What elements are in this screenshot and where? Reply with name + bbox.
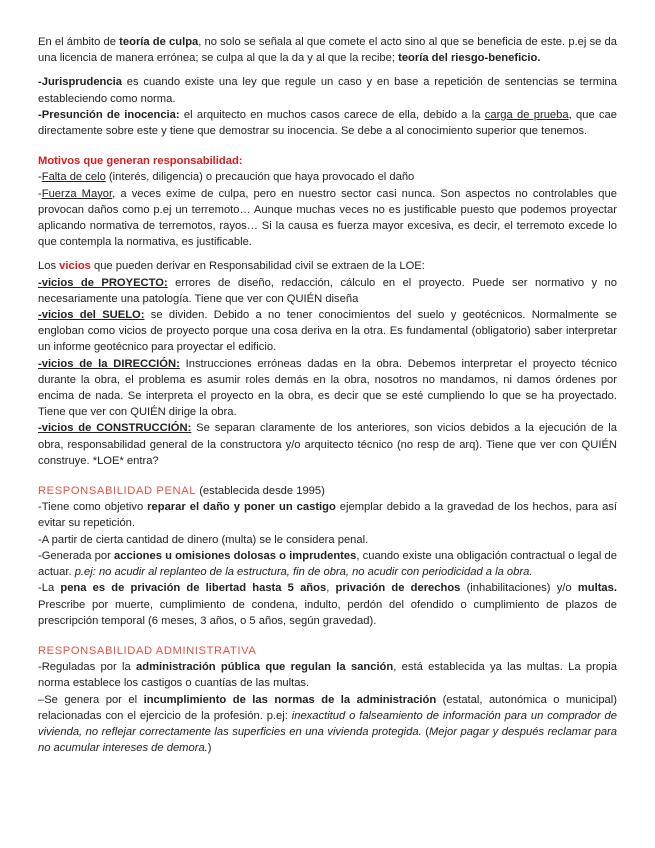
- paragraph-penal-multa: -A partir de cierta cantidad de dinero (multa) se le considera penal.: [38, 533, 369, 546]
- paragraph-penal-objetivo: -Tiene como objetivo reparar el daño y poner un castigo ejemplar debido a la gravedad de los hechos, para así evitar su repetición.: [38, 501, 617, 530]
- term-privacion-derechos: privación de derechos: [335, 582, 461, 595]
- heading-responsabilidad-administrativa: RESPONSABILIDAD ADMINISTRATIVA: [38, 644, 257, 657]
- term-jurisprudencia: -Jurisprudencia: [38, 76, 122, 89]
- paragraph-admin-reguladas: -Reguladas por la administración pública que regulan la sanción, está establecida ya las multas. La propia norma establece los castigos o cuantías de las multas.: [38, 661, 617, 690]
- paragraph-presuncion-inocencia: -Presunción de inocencia: el arquitecto en muchos casos carece de ella, debido a la carga de prueba, que cae directamente sobre este y tiene que demostrar su inocencia. Se debe a al conocimiento superior que tenemos.: [38, 108, 617, 138]
- term-acciones-omisiones: acciones u omisiones dolosas o imprudentes: [114, 549, 357, 562]
- term-multas: multas.: [577, 582, 617, 595]
- term-vicios-direccion: -vicios de la DIRECCIÓN:: [38, 357, 180, 370]
- note-mejor-pagar: Mejor pagar y después reclamar para no acumular intereses de demora.: [38, 725, 617, 755]
- paragraph-penal-generada: -Generada por acciones u omisiones dolosas o imprudentes, cuando existe una obligación contractual o legal de actuar. p.ej: no acudir al replanteo de la estructura, fin de obra, no acudir con periodicidad a la obra.: [38, 549, 617, 579]
- term-falta-de-celo: Falta de celo: [41, 171, 106, 184]
- paragraph-fuerza-mayor: -Fuerza Mayor, a veces exime de culpa, pero en nuestro sector casi nunca. Son aspectos no controlables que provocan daños como p.ej un terremoto… Aunque muchas veces no es justificable puesto que podemos proyectar aplicando normativa de terremotos, rayos… Si la causa es fuerza mayor excesiva, es decir, el terremoto excede lo que contempla la normativa, es justificable.: [38, 187, 617, 249]
- term-teoria-de-culpa: teoría de culpa: [119, 36, 199, 48]
- term-carga-de-prueba: carga de prueba: [484, 108, 569, 121]
- heading-responsabilidad-penal: RESPONSABILIDAD PENAL (establecida desde 1995): [38, 485, 325, 498]
- paragraph-vicios-suelo: -vicios del SUELO: se dividen. Debido a no tener conocimientos del suelo y geotécnicos. Normalmente se engloban como vicios de proyecto porque una cosa deriva en la otra. Es fundamental (obligatorio) saber interpretar un informe geotécnico para proyectar el edificio.: [38, 309, 617, 354]
- example-penal: p.ej: no acudir al replanteo de la estructura, fin de obra, no acudir con periodicidad a la obra.: [74, 566, 533, 579]
- paragraph-falta-celo: -Falta de celo (interés, diligencia) o precaución que haya provocado el daño: [38, 171, 415, 184]
- paragraph-vicios-construccion: -vicios de CONSTRUCCIÓN: Se separan claramente de los anteriores, son vicios debidos a la ejecución de la obra, responsabilidad general de la constructora y/o arquitecto técnico (no resp de arq). Tiene que ver con QUIÉN construye. *LOE* entra?: [38, 422, 617, 467]
- term-vicios-construccion: -vicios de CONSTRUCCIÓN:: [38, 422, 192, 435]
- term-administracion-publica: administración pública que regulan la sanción: [136, 661, 394, 674]
- term-privacion-libertad: pena es de privación de libertad hasta 5 años: [60, 582, 327, 595]
- paragraph-jurisprudencia: -Jurisprudencia es cuando existe una ley que regule un caso y en base a repetición de sentencias se termina estableciendo como norma.: [38, 76, 617, 105]
- paragraph-admin-incumplimiento: –Se genera por el incumplimiento de las normas de la administración (estatal, autonómica o municipal) relacionadas con el ejercicio de la profesión. p.ej: inexactitud o falseamiento de información para un comprador de vivienda, no reflejar correctamente las superficies en una vivienda protegida. (Mejor pagar y después reclamar para no acumular intereses de demora.): [38, 693, 618, 755]
- term-reparar-dano: reparar el daño y poner un castigo: [147, 501, 336, 514]
- paragraph-vicios-intro: Los vicios que pueden derivar en Responsabilidad civil se extraen de la LOE:: [38, 260, 425, 273]
- term-vicios-suelo: -vicios del SUELO:: [38, 309, 145, 322]
- paragraph-vicios-proyecto: -vicios de PROYECTO: errores de diseño, redacción, cálculo en el proyecto. Puede ser normativo y no necesariamente una patología. Tiene que ver con QUIÉN diseña: [38, 276, 617, 305]
- term-incumplimiento-normas: incumplimiento de las normas de la administración: [143, 693, 437, 706]
- paragraph-vicios-direccion: -vicios de la DIRECCIÓN: Instrucciones erróneas dadas en la obra. Debemos interpretar el proyecto técnico durante la obra, el problema es asumir roles demás en la obra, nosotros no mandamos, ni damos órdenes por encima de nada. Se interpreta el proyecto en la obra, es decir que se esté cumpliendo lo que se ha proyectado. Tiene que ver con QUIÉN dirige la obra.: [38, 357, 618, 419]
- term-fuerza-mayor: Fuerza Mayor: [41, 187, 113, 200]
- term-riesgo-beneficio: teoría del riesgo-beneficio.: [398, 52, 541, 65]
- example-admin: inexactitud o falseamiento de información para un comprador de vivienda, no reflejar correctamente las superficies en una vivienda protegida.: [38, 709, 618, 738]
- term-vicios-proyecto: -vicios de PROYECTO:: [38, 276, 168, 289]
- paragraph-teoria-culpa: En el ámbito de teoría de culpa, no solo se señala al que comete el acto sino al que se beneficia de este. p.ej se da una licencia de manera errónea; se culpa al que la da y al que la recibe; teoría del riesgo-beneficio.: [38, 36, 618, 65]
- paragraph-penal-pena: -La pena es de privación de libertad hasta 5 años, privación de derechos (inhabilitaciones) y/o multas. Prescribe por muerte, cumplimiento de condena, indulto, perdón del ofendido o cumplimiento de plazos de prescripción temporal (6 meses, 3 años, o 5 años, según gravedad).: [38, 582, 617, 627]
- term-presuncion-inocencia: -Presunción de inocencia:: [38, 108, 180, 121]
- heading-motivos: Motivos que generan responsabilidad:: [38, 155, 243, 168]
- term-vicios: vicios: [59, 260, 91, 273]
